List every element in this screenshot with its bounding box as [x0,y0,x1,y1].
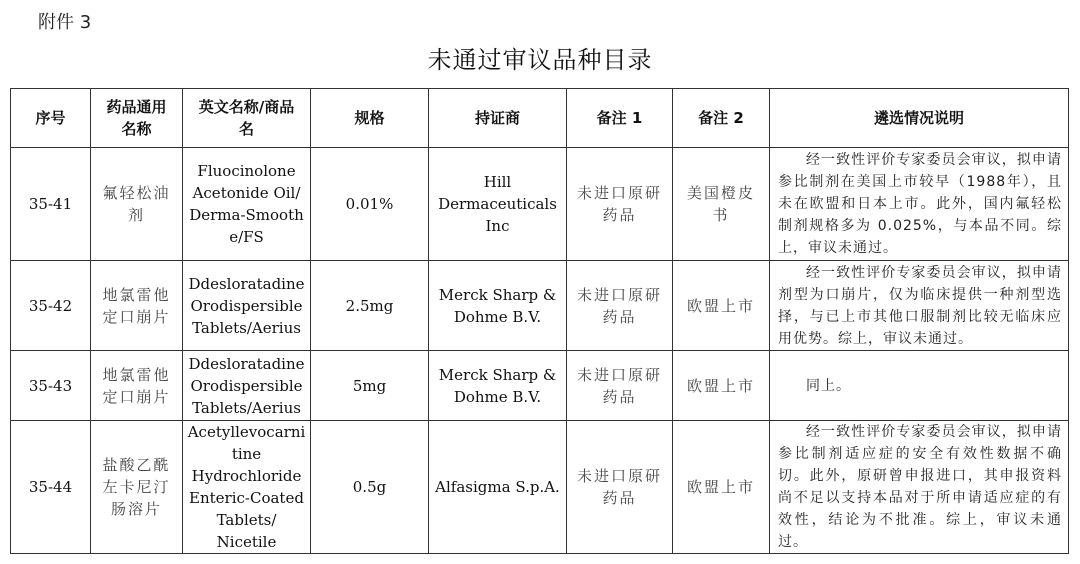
row-id: 35-43 [11,351,91,421]
row-english-name: Ddesloratadine Orodispersible Tablets/Aerius [183,261,311,351]
header-english-name: 英文名称/商品 名 [183,89,311,148]
row-description-text: 经一致性评价专家委员会审议，拟申请剂型为口崩片，仅为临床提供一种剂型选择，与已上市其他口服制剂比较无临床应用优势。综上，审议未通过。 [778,264,1062,347]
row-description [770,421,1069,554]
row-generic-name: 地氯雷他 定口崩片 [91,261,183,351]
row-spec: 2.5mg [311,261,429,351]
row-description [770,261,1069,351]
row-english-name: Acetyllevocarni tine Hydrochloride Enteric-Coated Tablets/ Nicetile [183,421,311,554]
row-spec: 5mg [311,351,429,421]
row-spec: 0.5g [311,421,429,554]
row-generic-name: 地氯雷他 定口崩片 [91,351,183,421]
row-description-text: 经一致性评价专家委员会审议，拟申请参比制剂适应症的安全有效性数据不确切。此外，原研曾申报进口，其申报资料尚不足以支持本品对于所申请适应症的有效性，结论为不批准。综上，审议未通过。 [778,424,1062,550]
row-id: 35-41 [11,148,91,261]
row-description-text: 同上。 [806,377,851,394]
row-generic-name: 氟轻松油 剂 [91,148,183,261]
row-spec: 0.01% [311,148,429,261]
document-title: 未通过审议品种目录 [427,46,653,74]
row-note1: 未进口原研 药品 [567,351,673,421]
row-holder: Hill Dermaceuticals Inc [429,148,567,261]
table-row [11,421,1069,554]
table-row [11,261,1069,351]
row-holder: Alfasigma S.p.A. [429,421,567,554]
header-note1: 备注 1 [567,89,673,148]
header-note2: 备注 2 [673,89,770,148]
header-row [11,89,1069,148]
row-english-name: Fluocinolone Acetonide Oil/ Derma-Smooth e/FS [183,148,311,261]
row-note2: 欧盟上市 [673,261,770,351]
row-description [770,148,1069,261]
row-note1: 未进口原研 药品 [567,148,673,261]
row-note2: 美国橙皮 书 [673,148,770,261]
row-generic-name: 盐酸乙酰 左卡尼汀 肠溶片 [91,421,183,554]
header-id: 序号 [11,89,91,148]
header-spec: 规格 [311,89,429,148]
header-generic-name: 药品通用 名称 [91,89,183,148]
header-description: 遴选情况说明 [770,89,1069,148]
row-id: 35-42 [11,261,91,351]
rejected-varieties-table [10,88,1069,554]
attachment-label: 附件 3 [38,12,92,33]
row-note1: 未进口原研 药品 [567,261,673,351]
row-description [770,351,1069,421]
row-english-name: Ddesloratadine Orodispersible Tablets/Aerius [183,351,311,421]
row-note2: 欧盟上市 [673,351,770,421]
row-holder: Merck Sharp & Dohme B.V. [429,351,567,421]
row-note1: 未进口原研 药品 [567,421,673,554]
row-note2: 欧盟上市 [673,421,770,554]
row-holder: Merck Sharp & Dohme B.V. [429,261,567,351]
header-holder: 持证商 [429,89,567,148]
row-id: 35-44 [11,421,91,554]
table-row [11,148,1069,261]
row-description-text: 经一致性评价专家委员会审议，拟申请参比制剂在美国上市较早（1988年），且未在欧盟和日本上市。此外，国内氟轻松制剂规格多为 0.025%，与本品不同。综上，审议未通过。 [778,152,1062,256]
table-row [11,351,1069,421]
